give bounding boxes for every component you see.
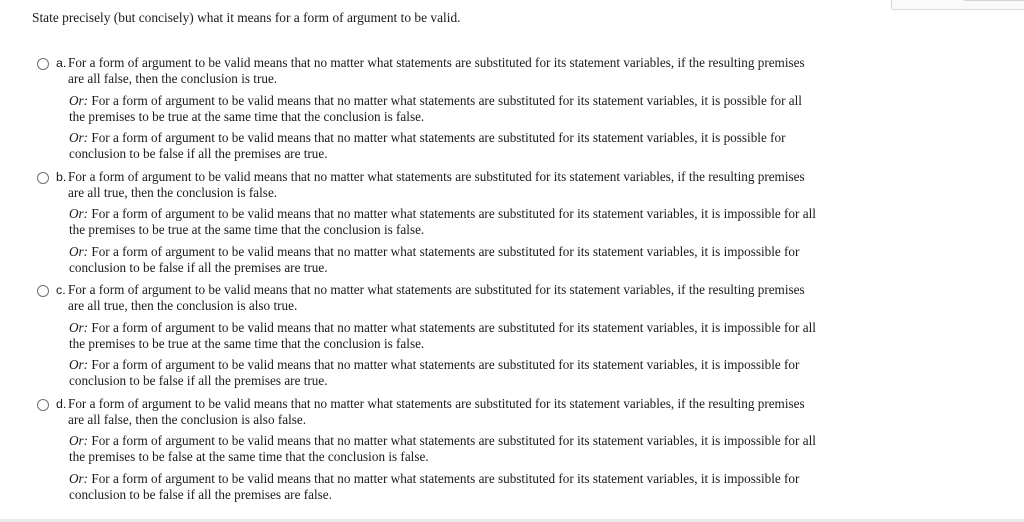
- option-a-letter: a.: [56, 56, 67, 70]
- option-b-alt1-text: For a form of argument to be valid means that no matter what statements are substituted for its statement variables, it is impossible for all the premises to be true at the same time that the conclusion is false.: [69, 206, 816, 237]
- or-label: Or:: [69, 130, 89, 145]
- or-label: Or:: [69, 92, 89, 108]
- option-c-main-text: For a form of argument to be valid means that no matter what statements are substituted for its statement variables, if the resulting premises are all true, then the conclusion is also true.: [68, 282, 805, 313]
- answer-options: [37, 55, 817, 509]
- or-label: Or:: [69, 206, 89, 221]
- option-d-alt2: [69, 471, 817, 503]
- top-right-panel-bar: [964, 0, 1024, 1]
- option-a-main-text: For a form of argument to be valid means that no matter what statements are substituted for its statement variables, if the resulting premises are all false, then the conclusion is true.: [68, 55, 805, 86]
- option-d-radio[interactable]: [37, 399, 49, 411]
- question-text: State precisely (but concisely) what it means for a form of argument to be valid.: [32, 10, 461, 25]
- or-label: Or:: [69, 243, 89, 259]
- option-d[interactable]: [37, 396, 817, 503]
- top-right-panel-edge: [891, 0, 1024, 10]
- option-c-alt1: [69, 320, 817, 352]
- option-a-alt1-text: For a form of argument to be valid means that no matter what statements are substituted for its statement variables, it is possible for all the premises to be true at the same time that the conclusion is false.: [69, 92, 802, 124]
- option-d-alt1: [69, 433, 817, 465]
- option-b-main-text: For a form of argument to be valid means that no matter what statements are substituted for its statement variables, if the resulting premises are all true, then the conclusion is false.: [68, 168, 805, 200]
- option-b-alt1: [69, 206, 817, 238]
- or-label: Or:: [69, 319, 89, 335]
- or-label: Or:: [69, 357, 89, 372]
- option-b-alt2-text: For a form of argument to be valid means that no matter what statements are substituted for its statement variables, it is impossible for conclusion to be false if all the premises are true.: [69, 243, 800, 275]
- option-b-radio[interactable]: [37, 172, 49, 184]
- option-c-letter: c.: [56, 283, 66, 297]
- option-b-alt2: [69, 244, 817, 276]
- option-c-alt2: [69, 357, 817, 389]
- or-label: Or:: [69, 433, 89, 448]
- option-c-alt2-text: For a form of argument to be valid means that no matter what statements are substituted for its statement variables, it is impossible for conclusion to be false if all the premises are true.: [69, 357, 800, 388]
- option-a-alt1: [69, 93, 817, 125]
- option-c-alt1-text: For a form of argument to be valid means that no matter what statements are substituted for its statement variables, it is impossible for all the premises to be true at the same time that the conclusion is false.: [69, 319, 816, 351]
- option-a-radio[interactable]: [37, 58, 49, 70]
- option-b-letter: b.: [56, 169, 67, 184]
- option-d-alt1-text: For a form of argument to be valid means that no matter what statements are substituted for its statement variables, it is impossible for all the premises to be false at the same time that the conclusion is false.: [69, 433, 816, 464]
- option-c-radio[interactable]: [37, 285, 49, 297]
- option-a-alt2-text: For a form of argument to be valid means that no matter what statements are substituted for its statement variables, it is possible for conclusion to be false if all the premises are true.: [69, 130, 786, 161]
- option-d-main-text: For a form of argument to be valid means that no matter what statements are substituted for its statement variables, if the resulting premises are all false, then the conclusion is also false.: [68, 395, 805, 427]
- option-b-body: [69, 169, 817, 276]
- or-label: Or:: [69, 470, 89, 486]
- option-a[interactable]: [37, 55, 817, 162]
- option-d-body: [69, 396, 817, 503]
- option-a-alt2: [69, 130, 817, 162]
- option-d-alt2-text: For a form of argument to be valid means that no matter what statements are substituted for its statement variables, it is impossible for conclusion to be false if all the premises are false.: [69, 470, 800, 502]
- option-c-body: [69, 282, 817, 389]
- option-c[interactable]: [37, 282, 817, 389]
- option-a-body: [69, 55, 817, 162]
- option-d-letter: d.: [56, 396, 67, 411]
- option-b[interactable]: [37, 169, 817, 276]
